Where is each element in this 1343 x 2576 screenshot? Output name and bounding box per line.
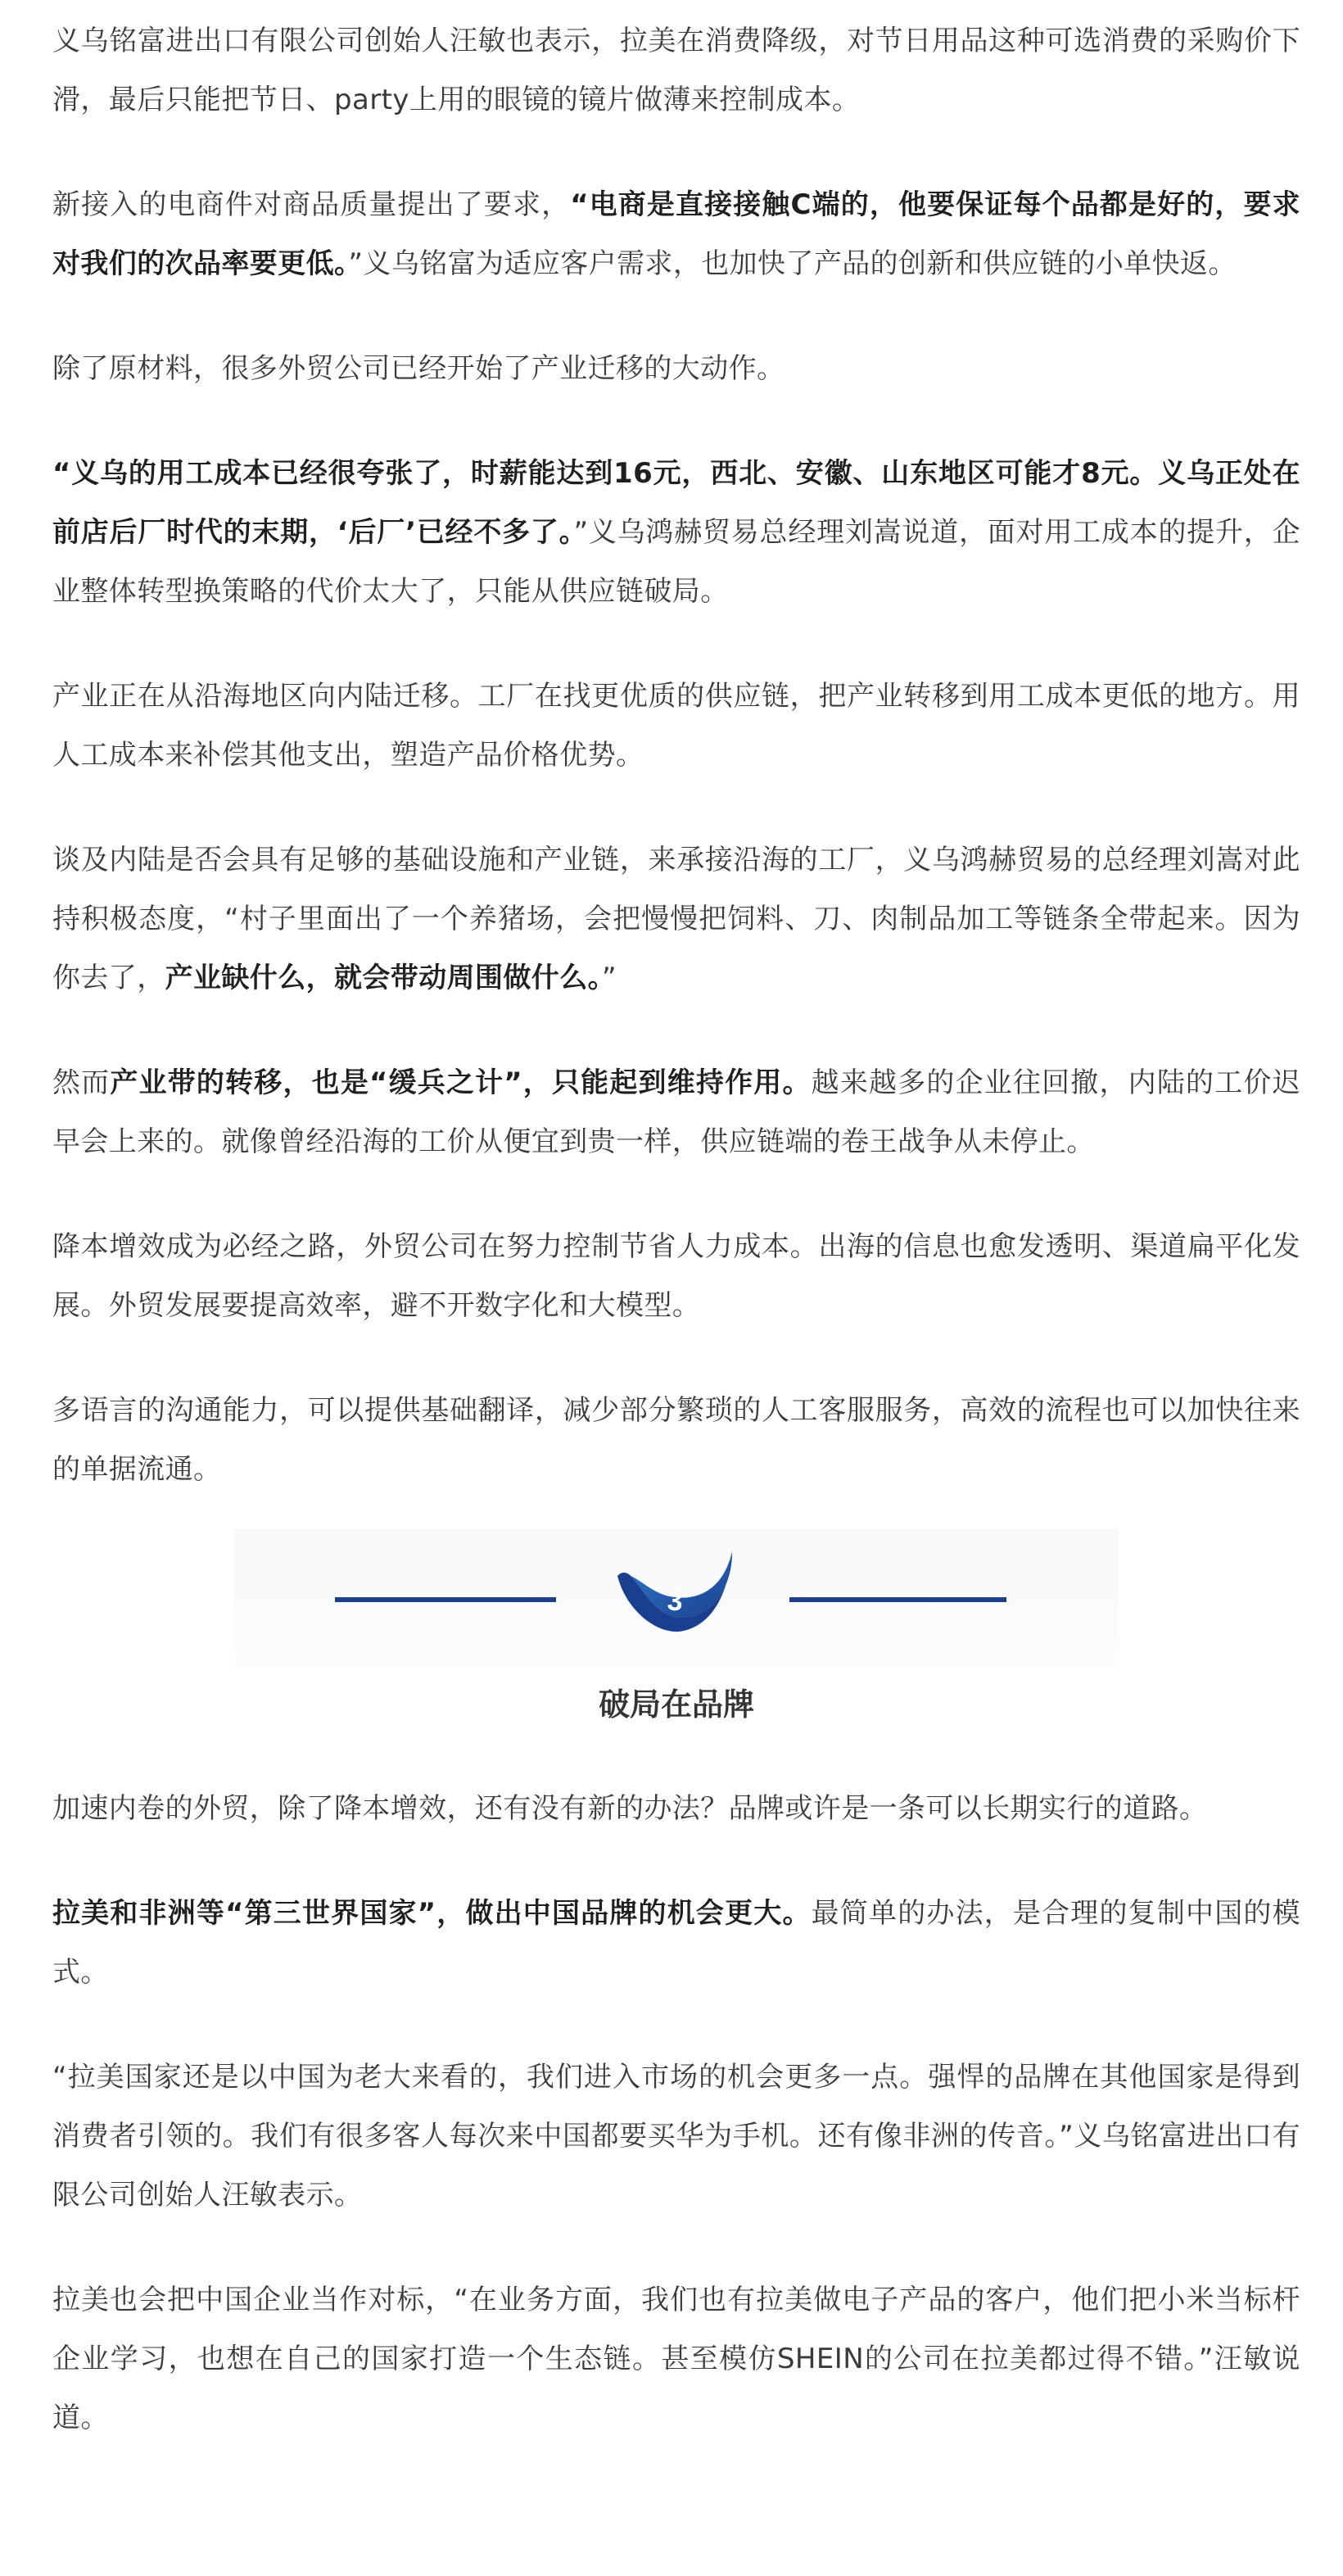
text-segment: 最简单的办法，是合理的复制中国的模式。 xyxy=(52,1897,1300,1989)
divider-line-left xyxy=(335,1597,556,1602)
divider-line-right xyxy=(789,1597,1006,1602)
paragraphs-before-section xyxy=(52,11,1300,1499)
text-segment: 加速内卷的外贸，除了降本增效，还有没有新的办法？品牌或许是一条可以长期实行的道路。 xyxy=(52,1792,1208,1825)
text-segment: 除了原材料，很多外贸公司已经开始了产业迁移的大动作。 xyxy=(52,352,785,385)
article-body xyxy=(52,11,1300,2447)
paragraph-p2 xyxy=(52,175,1300,293)
text-segment: 降本增效成为必经之路，外贸公司在努力控制节省人力成本。出海的信息也愈发透明、渠道扁平化发展。外贸发展要提高效率，避不开数字化和大模型。 xyxy=(52,1230,1300,1322)
bold-text: 拉美和非洲等“第三世界国家”，做出中国品牌的机会更大。 xyxy=(52,1897,812,1930)
text-segment: 拉美也会把中国企业当作对标，“在业务方面，我们也有拉美做电子产品的客户，他们把小米当标杆企业学习，也想在自己的国家打造一个生态链。甚至模仿SHEIN的公司在拉美都过得不错。”汪敏说道。 xyxy=(52,2284,1300,2434)
paragraph-gap xyxy=(52,293,1300,339)
text-segment: 多语言的沟通能力，可以提供基础翻译，减少部分繁琐的人工客服服务，高效的流程也可以加快往来的单据流通。 xyxy=(52,1394,1300,1486)
paragraph-gap xyxy=(52,1838,1300,1884)
paragraph-p7 xyxy=(52,1053,1300,1171)
text-segment: ”义乌铭富为适应客户需求，也加快了产品的创新和供应链的小单快返。 xyxy=(348,247,1237,280)
paragraph-p8 xyxy=(52,1217,1300,1335)
paragraph-p5 xyxy=(52,667,1300,785)
paragraph-q3 xyxy=(52,2048,1300,2225)
section-title: 破局在品牌 xyxy=(598,1686,754,1723)
text-segment: 越来越多的企业往回撤，内陆的工价迟早会上来的。就像曾经沿海的工价从便宜到贵一样，供应链端的卷王战争从未停止。 xyxy=(52,1066,1300,1158)
paragraphs-after-section xyxy=(52,1733,1300,2447)
text-segment: ” xyxy=(602,962,617,994)
paragraph-p6 xyxy=(52,831,1300,1007)
text-segment: ”义乌鸿赫贸易总经理刘嵩说道，面对用工成本的提升，企业整体转型换策略的代价太大了，只能从供应链破局。 xyxy=(52,516,1300,608)
paragraph-gap xyxy=(52,621,1300,667)
bold-text: “义乌的用工成本已经很夸张了，时薪能达到16元，西北、安徽、山东地区可能才8元。义乌正处在前店后厂时代的末期，‘后厂’已经不多了。 xyxy=(52,457,1300,549)
text-segment: 谈及内陆是否会具有足够的基础设施和产业链，来承接沿海的工厂，义乌鸿赫贸易的总经理刘嵩对此持积极态度，“村子里面出了一个养猪场，会把慢慢把饲料、刀、肉制品加工等链条全带起来。因为你去了， xyxy=(52,844,1300,994)
paragraph-q4 xyxy=(52,2270,1300,2447)
text-segment: 产业正在从沿海地区向内陆迁移。工厂在找更优质的供应链，把产业转移到用工成本更低的地方。用人工成本来补偿其他支出，塑造产品价格优势。 xyxy=(52,680,1300,772)
paragraph-gap xyxy=(52,785,1300,831)
text-segment: 新接入的电商件对商品质量提出了要求， xyxy=(52,188,571,221)
section-number-badge-icon xyxy=(609,1543,740,1641)
paragraph-gap xyxy=(52,2002,1300,2048)
paragraph-p4 xyxy=(52,444,1300,621)
text-segment: 然而 xyxy=(52,1066,111,1099)
bold-text: “电商是直接接触C端的，他要保证每个品都是好的，要求对我们的次品率要更低。 xyxy=(52,188,1300,280)
paragraph-gap xyxy=(52,1171,1300,1217)
text-segment: “拉美国家还是以中国为老大来看的，我们进入市场的机会更多一点。强悍的品牌在其他国家是得到消费者引领的。我们有很多客人每次来中国都要买华为手机。还有像非洲的传音。”义乌铭富进出口有限公司创始人汪敏表示。 xyxy=(52,2061,1300,2212)
paragraph-gap xyxy=(52,1007,1300,1053)
paragraph-gap xyxy=(52,398,1300,444)
bold-text: 产业带的转移，也是“缓兵之计”，只能起到维持作用。 xyxy=(110,1066,812,1099)
paragraph-q1 xyxy=(52,1779,1300,1838)
paragraph-gap xyxy=(52,2225,1300,2270)
paragraph-p1 xyxy=(52,11,1300,129)
paragraph-gap xyxy=(52,1733,1300,1779)
bold-text: 产业缺什么，就会带动周围做什么。 xyxy=(165,962,603,994)
paragraph-gap xyxy=(52,129,1300,175)
section-divider xyxy=(52,1528,1300,1668)
paragraph-gap xyxy=(52,1335,1300,1381)
section-number: 3 xyxy=(667,1586,683,1617)
paragraph-p3 xyxy=(52,339,1300,398)
paragraph-p9 xyxy=(52,1381,1300,1499)
text-segment: 义乌铭富进出口有限公司创始人汪敏也表示，拉美在消费降级，对节日用品这种可选消费的采购价下滑，最后只能把节日、party上用的眼镜的镜片做薄来控制成本。 xyxy=(52,25,1300,116)
paragraph-q2 xyxy=(52,1884,1300,2002)
